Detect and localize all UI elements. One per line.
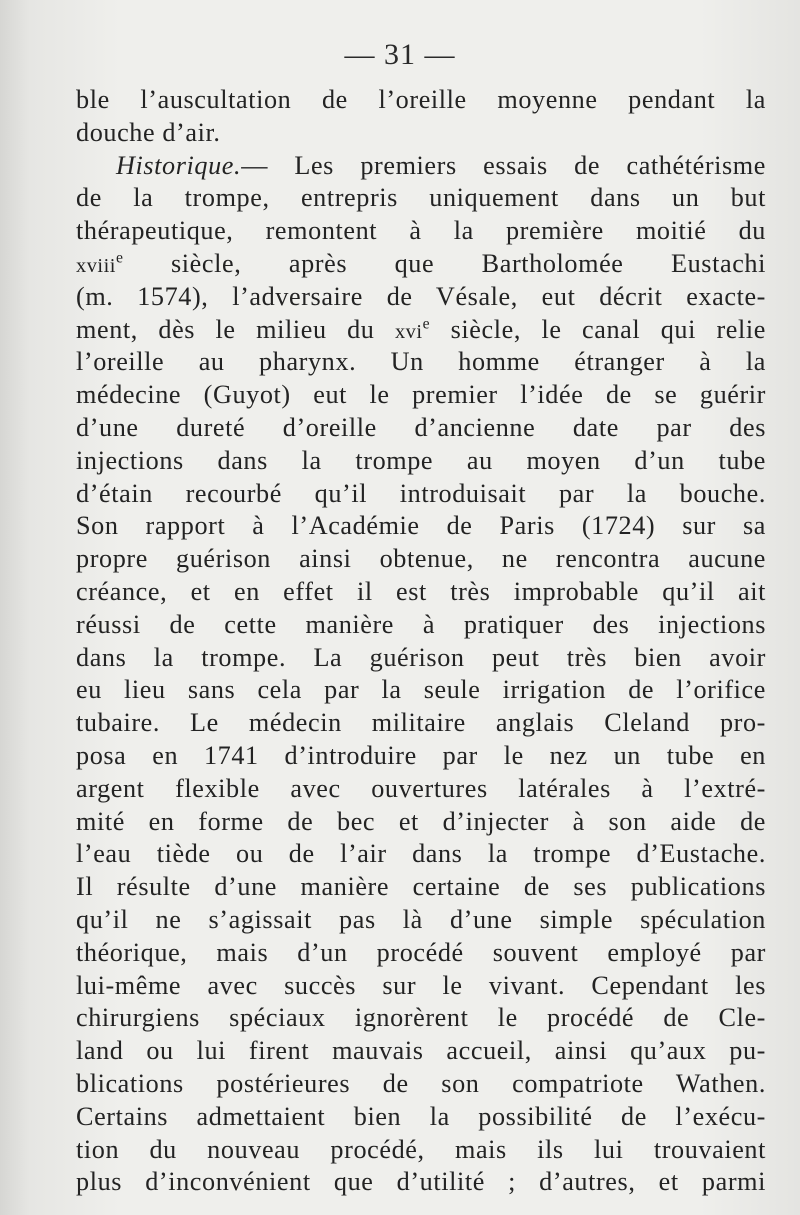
text-line-28: lui-même avec succès sur le vivant. Cependant les xyxy=(76,970,766,1000)
century-xviii: xviii xyxy=(76,254,116,277)
text-line-32: Certains admettaient bien la possibilité de l’exécu- xyxy=(76,1101,766,1131)
text-line-20: tubaire. Le médecin militaire anglais Cleland pro- xyxy=(76,708,766,738)
text-line-22: argent flexible avec ouvertures latérales à l’extré- xyxy=(76,773,766,803)
text-line-1: ble l’auscultation de l’oreille moyenne pendant la xyxy=(76,85,766,114)
text-line-29: chirurgiens spéciaux ignorèrent le procédé de Cle- xyxy=(76,1003,766,1033)
text-line-2: douche d’air. xyxy=(76,117,221,147)
superscript-e: e xyxy=(115,249,124,267)
text-line-33: tion du nouveau procédé, mais ils lui trouvaient xyxy=(76,1134,766,1164)
text-line-34: plus d’inconvénient que d’utilité ; d’autres, et parmi xyxy=(76,1167,766,1197)
text-line-7: (m. 1574), l’adversaire de Vésale, eut décrit exacte- xyxy=(76,281,766,311)
text-line-13: d’étain recourbé qu’il introduisait par la bouche. xyxy=(76,478,766,508)
text-line-6 xyxy=(76,248,766,281)
text-line-14: Son rapport à l’Académie de Paris (1724) sur sa xyxy=(76,511,766,541)
text-line-24: l’eau tiède ou de l’air dans la trompe d’Eustache. xyxy=(76,839,766,869)
text-line-30: land ou lui firent mauvais accueil, ainsi qu’aux pu- xyxy=(76,1036,766,1066)
text-line-3 xyxy=(76,150,766,183)
text-line-31: blications postérieures de son compatriote Wathen. xyxy=(76,1068,766,1098)
section-heading-historique: Historique. xyxy=(116,150,242,180)
text-line-26: qu’il ne s’agissait pas là d’une simple spéculation xyxy=(76,904,766,934)
text-line-18: dans la trompe. La guérison peut très bien avoir xyxy=(76,642,766,672)
text-line-21: posa en 1741 d’introduire par le nez un tube en xyxy=(76,740,766,770)
text-line-3-rest: — Les premiers essais de cathétérisme xyxy=(241,150,766,180)
text-line-8-start: ment, dès le milieu du xyxy=(76,314,375,344)
text-line-23: mité en forme de bec et d’injecter à son aide de xyxy=(76,806,766,836)
text-line-19: eu lieu sans cela par la seule irrigation de l’orifice xyxy=(76,675,766,705)
text-line-8 xyxy=(76,314,766,347)
text-line-25: Il résulte d’une manière certaine de ses publications xyxy=(76,872,766,902)
text-line-15: propre guérison ainsi obtenue, ne rencontra aucune xyxy=(76,544,766,574)
text-line-16: créance, et en effet il est très improbable qu’il ait xyxy=(76,576,766,606)
superscript-e: e xyxy=(422,314,431,332)
text-line-17: réussi de cette manière à pratiquer des injections xyxy=(76,609,766,639)
text-line-4: de la trompe, entrepris uniquement dans un but xyxy=(76,183,766,213)
text-line-11: d’une dureté d’oreille d’ancienne date par des xyxy=(76,412,766,442)
text-line-5: thérapeutique, remontent à la première moitié du xyxy=(76,216,766,246)
text-line-9: l’oreille au pharynx. Un homme étranger à la xyxy=(76,347,766,377)
text-line-27: théorique, mais d’un procédé souvent employé par xyxy=(76,937,766,967)
text-line-12: injections dans la trompe au moyen d’un tube xyxy=(76,445,766,475)
text-line-6-rest: siècle, après que Bartholomée Eustachi xyxy=(171,248,766,278)
body-text xyxy=(76,84,766,1199)
text-line-10: médecine (Guyot) eut le premier l’idée de se guérir xyxy=(76,380,766,410)
text-line-8-rest: siècle, le canal qui relie xyxy=(450,314,766,344)
century-xvi: xvi xyxy=(394,320,423,343)
page-number: — 31 — xyxy=(344,38,456,71)
